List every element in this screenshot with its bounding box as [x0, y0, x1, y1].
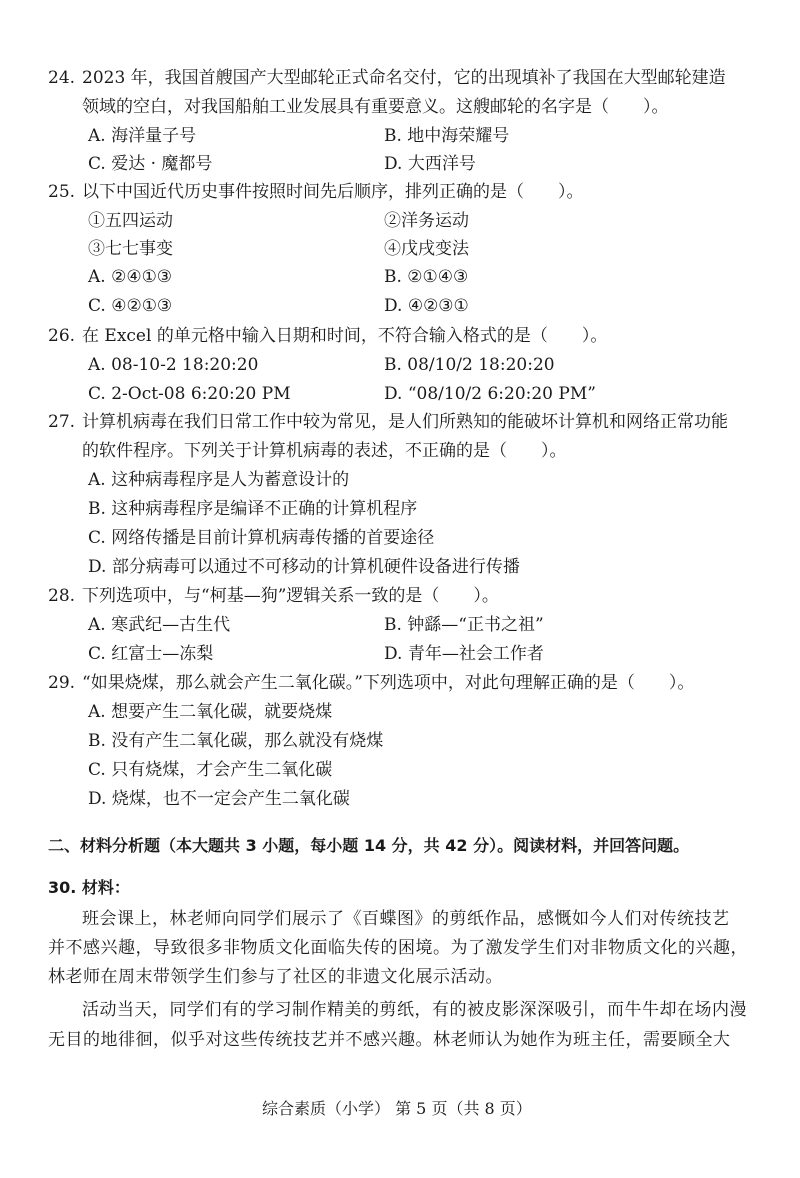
q25-option-a: A. ②④①③: [88, 267, 173, 287]
q29-option-a: A. 想要产生二氧化碳，就要烧煤: [88, 702, 333, 722]
q24-stem-line-2: 领域的空白，对我国船舶工业发展具有重要意义。这艘邮轮的名字是（ ）。: [82, 97, 669, 117]
q28-number: 28.: [48, 586, 76, 606]
q29-number: 29.: [48, 673, 76, 693]
q26-option-a: A. 08-10-2 18:20:20: [88, 355, 259, 375]
q29-option-c: C. 只有烧煤，才会产生二氧化碳: [88, 760, 333, 780]
q25-number: 25.: [48, 182, 76, 202]
q29-stem-line-1: “如果烧煤，那么就会产生二氧化碳。”下列选项中，对此句理解正确的是（ ）。: [82, 673, 695, 693]
q27-option-d: D. 部分病毒可以通过不可移动的计算机硬件设备进行传播: [88, 557, 520, 577]
q27-stem-line-2: 的软件程序。下列关于计算机病毒的表述，不正确的是（ ）。: [82, 441, 567, 461]
q27-option-b: B. 这种病毒程序是编译不正确的计算机程序: [88, 499, 418, 519]
q25-item-1: ①五四运动: [88, 211, 173, 231]
q26-option-d: D. “08/10/2 6:20:20 PM”: [384, 384, 596, 404]
q24-option-a: A. 海洋量子号: [88, 126, 197, 146]
q29-option-b: B. 没有产生二氧化碳，那么就没有烧煤: [88, 731, 384, 751]
q25-option-d: D. ④②③①: [384, 296, 469, 316]
q24-option-c: C. 爱达 · 魔都号: [88, 154, 213, 174]
q26-option-b: B. 08/10/2 18:20:20: [384, 355, 555, 375]
q25-item-4: ④戊戌变法: [384, 239, 469, 259]
q27-stem-line-1: 计算机病毒在我们日常工作中较为常见，是人们所熟知的能破坏计算机和网络正常功能: [82, 412, 728, 432]
q24-option-b: B. 地中海荣耀号: [384, 126, 510, 146]
q27-number: 27.: [48, 412, 76, 432]
section-header: 二、材料分析题（本大题共 3 小题，每小题 14 分，共 42 分）。阅读材料，并回答问题。: [48, 836, 690, 855]
q26-stem-line-1: 在 Excel 的单元格中输入日期和时间，不符合输入格式的是（ ）。: [82, 326, 608, 346]
q25-stem-line-1: 以下中国近代历史事件按照时间先后顺序，排列正确的是（ ）。: [82, 182, 584, 202]
q28-option-b: B. 钟繇—“正书之祖”: [384, 615, 544, 635]
q30-para2-line-1: 活动当天，同学们有的学习制作精美的剪纸，有的被皮影深深吸引，而牛牛却在场内漫: [82, 1000, 747, 1020]
q30-para1-line-1: 班会课上，林老师向同学们展示了《百蝶图》的剪纸作品，感慨如今人们对传统技艺: [82, 909, 730, 929]
q30-para2-line-2: 无目的地徘徊，似乎对这些传统技艺并不感兴趣。林老师认为她作为班主任，需要顾全大: [48, 1030, 731, 1050]
q27-option-c: C. 网络传播是目前计算机病毒传播的首要途径: [88, 528, 435, 548]
q25-item-3: ③七七事变: [88, 239, 173, 259]
q30-label: 30. 材料：: [48, 878, 130, 897]
q24-option-d: D. 大西洋号: [384, 154, 476, 174]
q24-number: 24.: [48, 68, 76, 88]
q25-option-b: B. ②①④③: [384, 267, 469, 287]
q28-stem-line-1: 下列选项中，与“柯基—狗”逻辑关系一致的是（ ）。: [82, 586, 499, 606]
q29-option-d: D. 烧煤，也不一定会产生二氧化碳: [88, 789, 350, 809]
q25-option-c: C. ④②①③: [88, 296, 173, 316]
q24-stem-line-1: 2023 年，我国首艘国产大型邮轮正式命名交付，它的出现填补了我国在大型邮轮建造: [82, 68, 726, 88]
q30-para1-line-2: 并不感兴趣，导致很多非物质文化面临失传的困境。为了激发学生们对非物质文化的兴趣，: [48, 938, 748, 958]
page-footer: 综合素质（小学） 第 5 页（共 8 页）: [262, 1099, 532, 1118]
q25-item-2: ②洋务运动: [384, 211, 469, 231]
q28-option-d: D. 青年—社会工作者: [384, 644, 544, 664]
q27-option-a: A. 这种病毒程序是人为蓄意设计的: [88, 470, 350, 490]
q28-option-c: C. 红富士—冻梨: [88, 644, 214, 664]
q26-option-c: C. 2-Oct-08 6:20:20 PM: [88, 384, 291, 404]
q28-option-a: A. 寒武纪—古生代: [88, 615, 231, 635]
q26-number: 26.: [48, 326, 76, 346]
q30-para1-line-3: 林老师在周末带领学生们参与了社区的非遗文化展示活动。: [48, 967, 503, 987]
